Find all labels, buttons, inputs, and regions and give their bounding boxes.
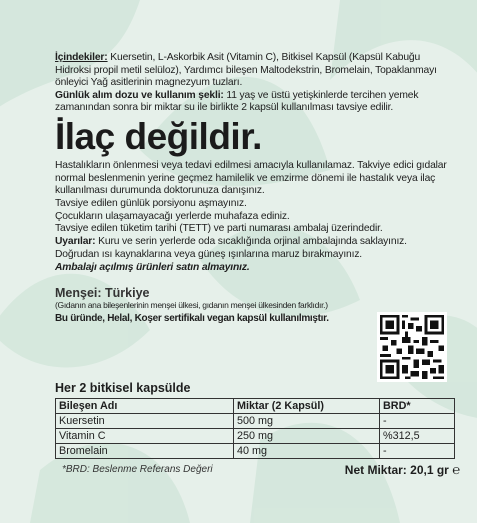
- estimated-sign-icon: ℮: [452, 462, 460, 477]
- certification-text: Bu üründe, Helal, Koşer sertifikalı vegan kapsül kullanılmıştır.: [55, 313, 329, 325]
- table-cell: 500 mg: [234, 414, 380, 429]
- qr-code-icon: [377, 312, 447, 382]
- brd-footnote: *BRD: Beslenme Referans Değeri: [62, 464, 213, 475]
- warnings-label: Uyarılar:: [55, 236, 96, 248]
- warnings-block: [55, 160, 447, 274]
- table-cell: Kuersetin: [56, 414, 234, 429]
- ingredients-paragraph: [55, 52, 447, 90]
- table-cell: %312,5: [380, 429, 455, 444]
- table-cell: 250 mg: [234, 429, 380, 444]
- storage-warning: [55, 236, 447, 249]
- table-row: [56, 414, 455, 429]
- dose-paragraph: [55, 90, 447, 115]
- warning-line: Tavsiye edilen günlük porsiyonu aşmayınız.: [55, 198, 247, 210]
- column-header: BRD*: [380, 399, 455, 414]
- warning-line: Doğrudan ısı kaynaklarına veya güneş ışınlarına maruz bırakmayınız.: [55, 248, 363, 260]
- origin-title: Menşei: Türkiye: [55, 286, 150, 301]
- storage-text: Kuru ve serin yerlerde oda sıcaklığında orjinal ambalajında saklayınız.: [95, 236, 407, 248]
- table-cell: 40 mg: [234, 444, 380, 459]
- table-cell: Vitamin C: [56, 429, 234, 444]
- table-row: [56, 444, 455, 459]
- table-title: Her 2 bitkisel kapsülde: [55, 381, 191, 395]
- warning-line: Çocukların ulaşamayacağı yerlerde muhafaza ediniz.: [55, 210, 290, 222]
- table-header-row: [56, 399, 455, 414]
- table-cell: -: [380, 414, 455, 429]
- dose-label: Günlük alım dozu ve kullanım şekli:: [55, 89, 224, 101]
- warning-line: Hastalıkların önlenmesi veya tedavi edilmesi amacıyla kullanılamaz. Takviye edici gıdalar normal beslenmenin yerine geçmez hamilelik ve emzirme dönemi ile hastalık veya ilaç kullanılması durumunda doktorunuza danışınız.: [55, 159, 447, 197]
- warning-line: Tavsiye edilen tüketim tarihi (TETT) ve parti numarası ambalaj üzerindedir.: [55, 223, 383, 235]
- label-content: [55, 52, 447, 326]
- net-quantity: [345, 462, 460, 477]
- not-a-medicine-notice: İlaç değildir.: [55, 115, 262, 157]
- opened-package-warning: Ambalajı açılmış ürünleri satın almayınız.: [55, 261, 250, 273]
- ingredients-label: İçindekiler:: [55, 52, 108, 63]
- column-header: Bileşen Adı: [56, 399, 234, 414]
- table-row: [56, 429, 455, 444]
- column-header: Miktar (2 Kapsül): [234, 399, 380, 414]
- nutrition-table: [55, 398, 455, 459]
- origin-note: (Gıdanın ana bileşenlerinin menşei ülkesi, gıdanın menşei ülkesinden farklıdır.): [55, 300, 328, 311]
- table-cell: Bromelain: [56, 444, 234, 459]
- table-cell: -: [380, 444, 455, 459]
- net-quantity-label: Net Miktar: 20,1 gr: [344, 463, 449, 477]
- ingredients-text: Kuersetin, L-Askorbik Asit (Vitamin C), Bitkisel Kapsül (Kapsül Kabuğu Hidroksi propil metil selüloz), Yardımcı bileşen Maltodekstrin, Bromelain, Topaklanmayı önleyici Yağ asitlerinin magnezyum tuzları.: [55, 52, 437, 89]
- dose-text: 11 yaş ve üstü yetişkinlerde tercihen yemek zamanından sonra bir miktar su ile birlikte 2 kapsül kullanılması tavsiye edilir.: [55, 89, 419, 114]
